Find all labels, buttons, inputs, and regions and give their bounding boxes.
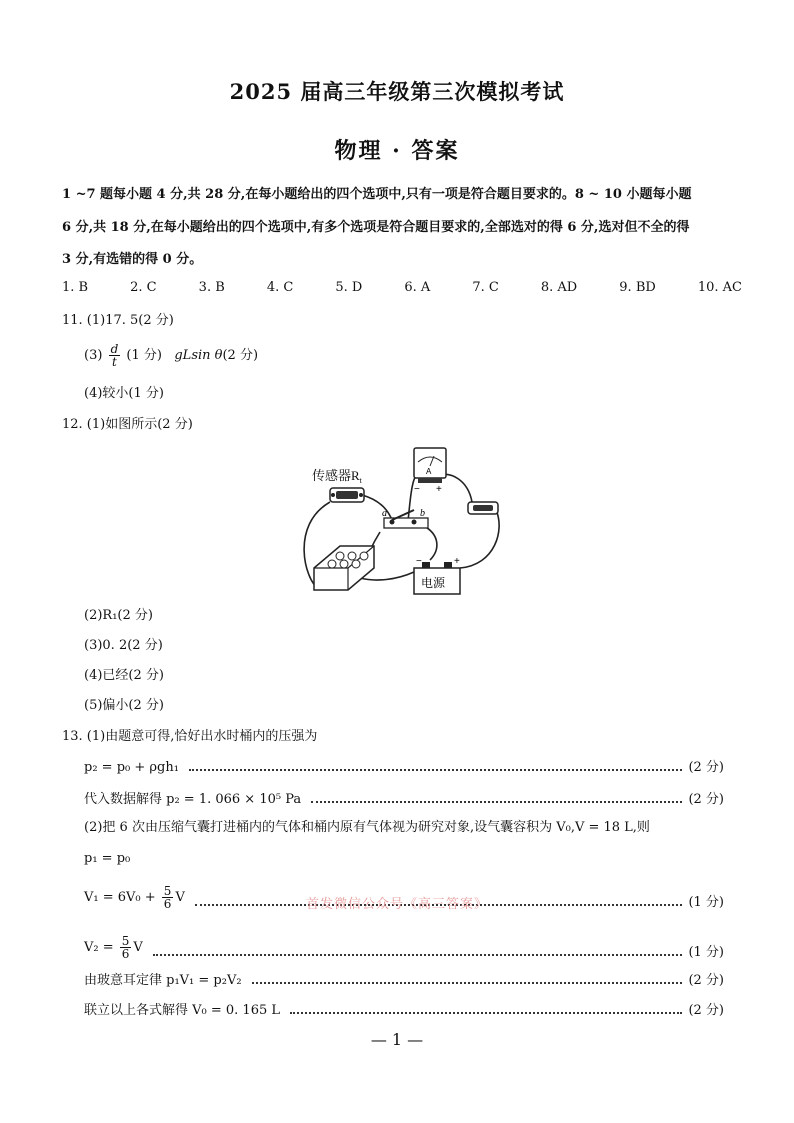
choice-answer: 1. B: [62, 280, 89, 295]
equation-prefix: V₂ =: [84, 940, 118, 955]
choice-answer: 5. D: [335, 280, 363, 295]
equation-prefix: V₁ = 6V₀ +: [84, 890, 160, 905]
supply-plus: +: [454, 556, 460, 567]
choice-answers-row: [62, 280, 742, 295]
wire: [408, 476, 416, 522]
page-number: — 1 —: [370, 1030, 424, 1049]
q11-part-3-prefix: (3): [84, 348, 103, 363]
fraction-numerator: d: [110, 342, 119, 356]
q13-eq-5: [84, 930, 724, 960]
fraction-numerator: 5: [163, 884, 172, 898]
fraction-denominator: 6: [163, 897, 172, 911]
score: (2 分): [688, 760, 724, 775]
score: (2 分): [688, 792, 724, 807]
q11-part-3: [84, 343, 258, 368]
q11-part-3-expression: gLsin θ: [174, 348, 223, 363]
score: (1 分): [688, 945, 724, 960]
supply-label: 电源: [421, 576, 446, 590]
page-subtitle: 物理 · 答案: [334, 138, 460, 164]
watermark: 首发微信公众号《高三答案》: [305, 897, 488, 912]
choice-answer: 4. C: [266, 280, 294, 295]
equation: p₂ = p₀ + ρgh₁: [84, 760, 179, 775]
score: (2 分): [688, 973, 724, 988]
q12-part-5: (5)偏小(2 分): [84, 698, 164, 713]
fraction-denominator: t: [111, 355, 117, 369]
leader-dots: [252, 981, 683, 984]
choice-answer: 6. A: [404, 280, 431, 295]
q13-eq-7: [84, 1000, 724, 1018]
q12-part-2: (2)R₁(2 分): [84, 608, 153, 623]
q13-eq-2: [84, 789, 724, 807]
wire: [460, 510, 499, 568]
equation: 代入数据解得 p₂ = 1. 066 × 10⁵ Pa: [84, 792, 302, 807]
q11-part-3-score-a: (1 分): [126, 348, 162, 363]
score: (1 分): [688, 895, 724, 910]
equation: [84, 935, 143, 960]
equation-suffix: V: [175, 890, 185, 905]
score: (2 分): [688, 1003, 724, 1018]
choice-answer: 2. C: [130, 280, 157, 295]
choice-answer: 7. C: [472, 280, 499, 295]
q13-eq-6: [84, 970, 724, 988]
meter-plus: +: [436, 484, 442, 495]
leader-dots: [189, 768, 683, 771]
q12-part-3: (3)0. 2(2 分): [84, 638, 163, 653]
equation: 由玻意耳定律 p₁V₁ = p₂V₂: [84, 973, 242, 988]
ammeter: [414, 448, 446, 483]
instructions-line-3: 3 分,有选错的得 0 分。: [62, 252, 203, 267]
q11-part-3-score-b: (2 分): [222, 348, 259, 363]
sensor-resistor: [330, 488, 364, 502]
fraction: [120, 935, 132, 960]
switch-b-label: b: [420, 508, 425, 519]
leader-dots: [153, 953, 683, 956]
meter-letter: A: [426, 467, 432, 476]
q13-eq-3: p₁ = p₀: [84, 851, 131, 866]
circuit-diagram: [300, 440, 500, 598]
q13-intro: 13. (1)由题意可得,恰好出水时桶内的压强为: [62, 729, 318, 744]
choice-answer: 3. B: [198, 280, 225, 295]
equation-suffix: V: [133, 940, 143, 955]
switch-a-label: a: [382, 508, 387, 519]
wire: [362, 495, 392, 520]
fraction: [109, 343, 121, 368]
choice-answer: 10. AC: [697, 280, 742, 295]
fraction-denominator: 6: [121, 947, 130, 961]
equation: 联立以上各式解得 V₀ = 0. 165 L: [84, 1003, 281, 1018]
fraction-numerator: 5: [121, 934, 130, 948]
leader-dots: [311, 800, 682, 803]
choice-answer: 9. BD: [619, 280, 656, 295]
q13-part-2: (2)把 6 次由压缩气囊打进桶内的气体和桶内原有气体视为研究对象,设气囊容积为 V₀,V = 18 L,则: [84, 820, 650, 835]
meter-minus: −: [414, 484, 420, 495]
instructions-line-1: 1 ~7 题每小题 4 分,共 28 分,在每小题给出的四个选项中,只有一项是符合题目要求的。8 ~ 10 小题每小题: [62, 187, 692, 202]
q13-eq-1: [84, 757, 724, 775]
wire: [424, 526, 437, 560]
page-title: 2025 届高三年级第三次模拟考试: [229, 79, 565, 104]
q11-part-1: 11. (1)17. 5(2 分): [62, 313, 174, 328]
q12-part-1: 12. (1)如图所示(2 分): [62, 417, 193, 432]
q12-part-4: (4)已经(2 分): [84, 668, 164, 683]
q11-part-4: (4)较小(1 分): [84, 386, 164, 401]
resistance-box: [314, 546, 374, 590]
leader-dots: [290, 1011, 682, 1014]
sensor-label: 传感器$R_t$: [312, 468, 362, 485]
instructions-line-2: 6 分,共 18 分,在每小题给出的四个选项中,有多个选项是符合题目要求的,全部选对的得 6 分,选对但不全的得: [62, 220, 690, 235]
choice-answer: 8. AD: [540, 280, 578, 295]
resistor-right: [468, 502, 498, 514]
supply-minus: −: [416, 556, 422, 567]
